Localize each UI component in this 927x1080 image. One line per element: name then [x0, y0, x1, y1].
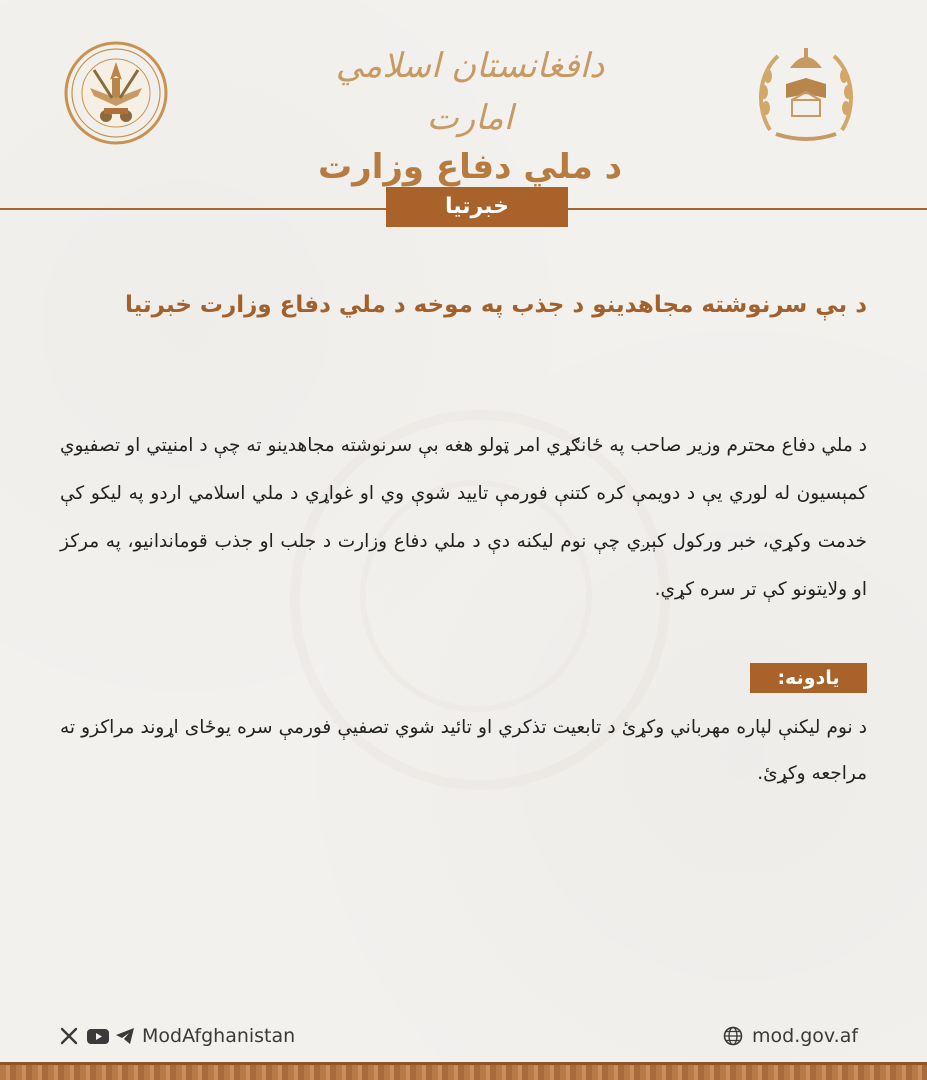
footer-ornament-band — [0, 1062, 927, 1080]
globe-icon — [722, 1025, 744, 1047]
website-link[interactable]: mod.gov.af — [752, 1025, 859, 1047]
footer-social — [58, 1022, 295, 1050]
section-badge: خبرتيا — [386, 187, 568, 227]
emirate-title: دافغانستان اسلامي امارت — [335, 46, 605, 138]
body-paragraph: د ملي دفاع محترم وزير صاحب په ځانګړي امر ټولو هغه بې سرنوشته مجاهدينو ته چې د امنيتي او تصفيوي کمېسيون له لوري يې د دويمې کره کتنې فورمې تاييد شوې وي او غواړي د ملي اسلامي اردو په ليکو کې خدمت وکړي، خبر ورکول کېږي چې نوم ليکنه دې د ملي دفاع وزارت د جلب او جذب قوماندانيو، په مرکز او ولايتونو کې تر سره کړي. — [60, 435, 867, 600]
header-title-block — [300, 40, 640, 188]
ministry-defense-emblem-icon — [60, 40, 172, 146]
x-icon[interactable] — [58, 1025, 80, 1047]
note-paragraph: د نوم ليکنې لپاره مهرباني وکړئ د تابعيت تذکري او تائيد شوي تصفيې فورمې سره يوځای اړوند مراکزو ته مراجعه وکړئ. — [60, 717, 867, 784]
footer-website — [722, 1022, 858, 1050]
telegram-icon[interactable] — [114, 1025, 136, 1047]
islamic-emirate-emblem-icon — [750, 38, 862, 148]
headline: د بې سرنوشته مجاهدينو د جذب په موخه د ملي دفاع وزارت خبرتيا — [124, 292, 867, 318]
note-badge: يادونه: — [750, 663, 867, 693]
youtube-icon[interactable] — [86, 1025, 108, 1047]
ministry-title: د ملي دفاع وزارت — [317, 147, 623, 187]
social-handle[interactable]: ModAfghanistan — [142, 1025, 296, 1047]
